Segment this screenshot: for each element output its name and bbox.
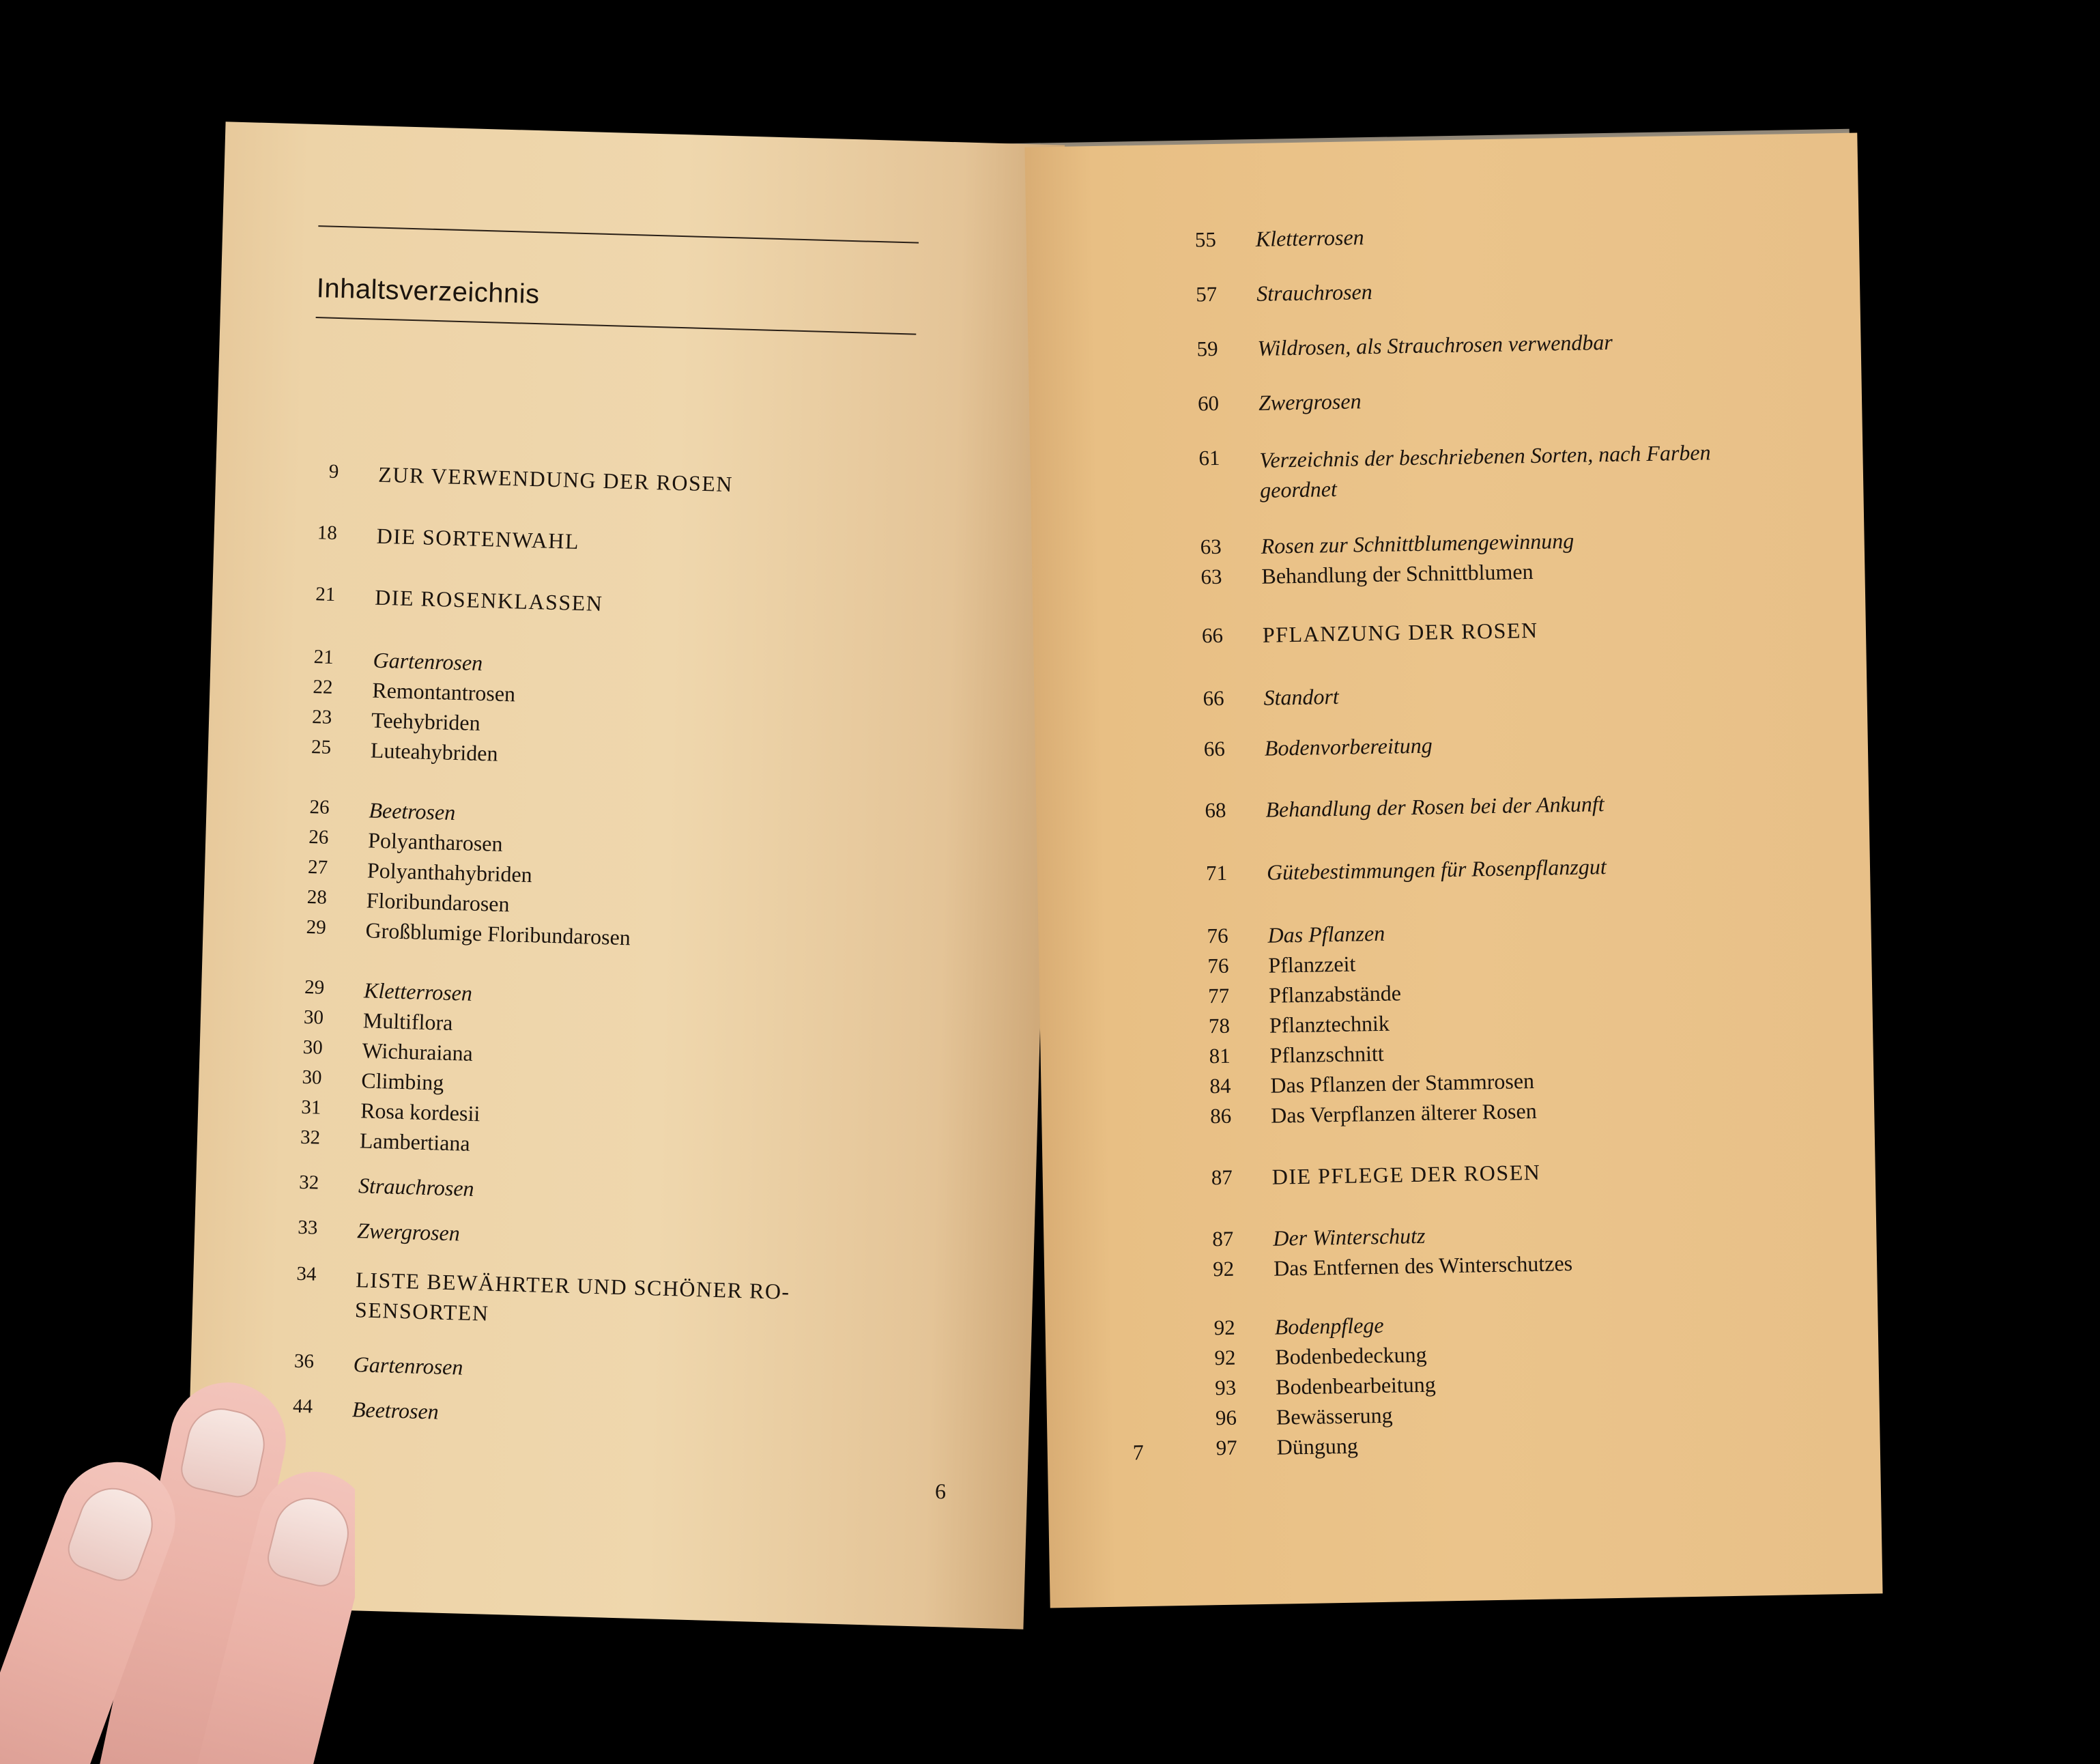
toc-page-number: 21 bbox=[313, 646, 334, 668]
toc-page-number: 30 bbox=[302, 1066, 323, 1089]
right-page bbox=[1024, 133, 1882, 1608]
toc-entry bbox=[1188, 1251, 1573, 1283]
toc-entry-text: Wildrosen, als Strauchrosen verwendbar bbox=[1257, 329, 1613, 360]
toc-entry-text: Das Pflanzen der Stammrosen bbox=[1270, 1068, 1535, 1098]
fingernail bbox=[62, 1479, 162, 1587]
toc-entry bbox=[1177, 684, 1339, 712]
toc-entry-text: Lambertiana bbox=[359, 1128, 471, 1156]
page-number-right: 7 bbox=[1132, 1440, 1145, 1465]
toc-entry-text: Multiflora bbox=[362, 1008, 453, 1036]
toc-page-number: 77 bbox=[1207, 983, 1230, 1008]
toc-page-number: 76 bbox=[1207, 923, 1228, 948]
toc-page-number: 86 bbox=[1209, 1103, 1232, 1128]
toc-page-number: 26 bbox=[308, 826, 329, 849]
toc-entry-text: Das Entfernen des Winterschutzes bbox=[1273, 1251, 1573, 1281]
toc-entry-text: Teehybriden bbox=[371, 707, 481, 736]
toc-entry-text: Standort bbox=[1263, 683, 1340, 710]
toc-entry-text: Gütebestimmungen für Rosenpflanzgut bbox=[1266, 854, 1607, 885]
toc-entry bbox=[291, 915, 631, 950]
toc-page-number: 29 bbox=[306, 916, 327, 939]
toc-page-number: 18 bbox=[317, 522, 338, 545]
toc-entry-text: Rosa kordesii bbox=[360, 1098, 480, 1126]
toc-entry bbox=[297, 736, 499, 767]
toc-entry-text: DIE SORTENWAHL bbox=[376, 523, 580, 554]
toc-entry bbox=[1181, 921, 1385, 950]
toc-entry bbox=[1183, 1041, 1384, 1070]
toc-entry-text: Zwergrosen bbox=[1258, 388, 1362, 415]
toc-entry bbox=[1188, 1313, 1384, 1341]
toc-page-number: 33 bbox=[297, 1216, 318, 1239]
hand bbox=[0, 1365, 355, 1764]
toc-entry bbox=[295, 795, 456, 825]
toc-entry-text: Pflanzschnitt bbox=[1269, 1040, 1385, 1068]
toc-page-number: 44 bbox=[292, 1395, 313, 1418]
toc-page-number: 34 bbox=[296, 1262, 317, 1285]
toc-entry bbox=[292, 885, 510, 917]
toc-entry bbox=[283, 1216, 460, 1246]
toc-page-number: 87 bbox=[1211, 1165, 1233, 1190]
toc-entry-text: Bodenbearbeitung bbox=[1275, 1371, 1437, 1399]
toc-entry bbox=[1170, 279, 1372, 308]
toc-entry bbox=[1187, 1223, 1426, 1253]
toc-entry-text: Pflanzabstände bbox=[1268, 980, 1402, 1008]
toc-entry-text: PFLANZUNG DER ROSEN bbox=[1262, 617, 1538, 647]
toc-page-number: 84 bbox=[1209, 1073, 1231, 1098]
toc-entry-text: Gartenrosen bbox=[353, 1352, 463, 1380]
toc-entry-text: Pflanztechnik bbox=[1269, 1010, 1390, 1038]
toc-page-number: 30 bbox=[303, 1006, 324, 1029]
toc-entry bbox=[293, 855, 533, 887]
toc-entry-text: Düngung bbox=[1276, 1433, 1359, 1460]
toc-entry-text: Kletterrosen bbox=[363, 978, 473, 1006]
toc-page-number: 32 bbox=[298, 1171, 319, 1194]
toc-entry-text: DIE PFLEGE DER ROSEN bbox=[1271, 1159, 1541, 1189]
toc-page-number: 63 bbox=[1200, 564, 1222, 589]
toc-entry-text: Luteahybriden bbox=[370, 737, 499, 766]
toc-page-number: 71 bbox=[1205, 860, 1228, 885]
toc-entry bbox=[287, 1096, 480, 1126]
toc-entry bbox=[286, 1126, 471, 1156]
toc-entry bbox=[1185, 1160, 1540, 1191]
toc-entry-text: Wichuraiana bbox=[362, 1038, 474, 1066]
toc-page-number: 92 bbox=[1212, 1256, 1235, 1281]
toc-entry-text: Strauchrosen bbox=[358, 1173, 475, 1201]
fingernail bbox=[263, 1490, 355, 1591]
toc-entry-text: Großblumige Floribundarosen bbox=[365, 917, 631, 950]
toc-entry bbox=[1190, 1372, 1436, 1402]
toc-page-number: 57 bbox=[1195, 281, 1218, 307]
toc-page-number: 21 bbox=[315, 583, 336, 606]
toc-entry bbox=[289, 1006, 452, 1036]
toc-page-number: 66 bbox=[1203, 685, 1224, 711]
toc-entry-text: Beetrosen bbox=[351, 1397, 440, 1424]
toc-entry bbox=[304, 460, 734, 498]
toc-entry-text: Verzeichnis der beschriebenen Sorten, nach Farben geordnet bbox=[1259, 440, 1711, 502]
toc-page-number: 78 bbox=[1208, 1013, 1231, 1038]
toc-entry bbox=[1185, 1098, 1537, 1130]
toc-page-number: 26 bbox=[309, 796, 330, 819]
toc-entry-text: Gartenrosen bbox=[373, 647, 483, 676]
toc-entry bbox=[298, 676, 516, 707]
toc-entry-text: Remontantrosen bbox=[371, 677, 516, 707]
toc-page-number: 92 bbox=[1214, 1345, 1236, 1370]
toc-entry bbox=[294, 825, 503, 857]
toc-entry-text: Bodenbedeckung bbox=[1275, 1341, 1427, 1369]
toc-entry bbox=[1175, 528, 1574, 560]
toc-entry-text: Floribundarosen bbox=[366, 887, 510, 917]
toc-entry bbox=[1177, 618, 1538, 649]
toc-page-number: 66 bbox=[1201, 623, 1224, 648]
toc-entry bbox=[1182, 952, 1356, 980]
toc-page-number: 61 bbox=[1198, 445, 1220, 470]
toc-entry-text: DIE ROSENKLASSEN bbox=[374, 584, 603, 616]
toc-page-number: 22 bbox=[313, 676, 333, 698]
toc-entry bbox=[1183, 1011, 1390, 1040]
toc-entry-text: Bodenvorbereitung bbox=[1264, 732, 1433, 760]
toc-page-number: 23 bbox=[311, 706, 332, 728]
toc-entry bbox=[1175, 559, 1534, 591]
toc-page-number: 60 bbox=[1197, 390, 1220, 416]
toc-page-number: 68 bbox=[1205, 797, 1226, 823]
toc-entry-text: Polyanthahybriden bbox=[366, 857, 533, 887]
toc-entry-text: LISTE BEWÄHRTER UND SCHÖNER RO- SENSORTEN bbox=[354, 1267, 791, 1326]
toc-entry-text: Das Verpflanzen älterer Rosen bbox=[1270, 1098, 1537, 1128]
toc-entry bbox=[1173, 388, 1362, 417]
toc-page-number: 59 bbox=[1196, 336, 1218, 361]
toc-page-number: 76 bbox=[1207, 953, 1229, 978]
toc-entry-text: Beetrosen bbox=[369, 797, 456, 825]
toc-entry-text: Bewässerung bbox=[1276, 1402, 1393, 1429]
toc-page-number: 66 bbox=[1203, 736, 1226, 761]
toc-page-number: 25 bbox=[311, 736, 332, 758]
toc-entry-text: Strauchrosen bbox=[1256, 279, 1372, 306]
toc-entry bbox=[1183, 980, 1401, 1010]
toc-entry-text: Polyantharosen bbox=[367, 827, 504, 856]
fingernail bbox=[177, 1402, 271, 1501]
toc-entry bbox=[1181, 854, 1607, 887]
toc-page-number: 96 bbox=[1215, 1405, 1237, 1430]
toc-page-number: 93 bbox=[1214, 1375, 1237, 1400]
toc-entry-text: Climbing bbox=[360, 1068, 444, 1095]
toc-entry-text: ZUR VERWENDUNG DER ROSEN bbox=[377, 461, 734, 497]
toc-entry bbox=[281, 1262, 861, 1339]
toc-entry bbox=[1170, 225, 1364, 253]
page-number-left: 6 bbox=[934, 1479, 947, 1504]
toc-entry-text: Zwergrosen bbox=[356, 1218, 461, 1246]
toc-page-number: 92 bbox=[1213, 1315, 1235, 1340]
toc-entry-text: Behandlung der Schnittblumen bbox=[1261, 558, 1534, 588]
toc-entry bbox=[1173, 436, 1765, 507]
toc-entry-text: Bodenpflege bbox=[1274, 1312, 1384, 1339]
toc-entry-text: Pflanzzeit bbox=[1268, 951, 1356, 978]
title-rule-top bbox=[318, 225, 919, 244]
toc-entry bbox=[290, 976, 473, 1006]
title-rule-bottom bbox=[316, 317, 917, 335]
toc-entry bbox=[298, 706, 480, 736]
toc-page-number: 81 bbox=[1209, 1043, 1231, 1068]
toc-page-number: 31 bbox=[300, 1096, 321, 1119]
toc-entry bbox=[287, 1066, 444, 1095]
toc-entry bbox=[1189, 1342, 1427, 1371]
toc-page-number: 30 bbox=[302, 1036, 323, 1059]
toc-entry bbox=[285, 1171, 474, 1201]
toc-entry-text: Rosen zur Schnittblumengewinnung bbox=[1261, 528, 1574, 558]
toc-page-number: 36 bbox=[293, 1350, 315, 1373]
toc-page-number: 87 bbox=[1212, 1226, 1234, 1251]
toc-entry bbox=[1179, 733, 1433, 763]
toc-entry-text: Der Winterschutz bbox=[1273, 1223, 1426, 1251]
toc-entry-text: Behandlung der Rosen bei der Ankunft bbox=[1265, 791, 1605, 822]
toc-page-number: 27 bbox=[307, 856, 328, 879]
toc-entry-text: Das Pflanzen bbox=[1267, 920, 1385, 948]
toc-entry bbox=[1171, 330, 1613, 362]
toc-title: Inhaltsverzeichnis bbox=[316, 273, 541, 310]
toc-entry bbox=[1184, 1068, 1534, 1100]
toc-entry bbox=[301, 583, 603, 616]
toc-page-number: 32 bbox=[300, 1126, 321, 1149]
toc-page-number: 9 bbox=[328, 460, 339, 483]
toc-entry-text: Kletterrosen bbox=[1255, 225, 1364, 251]
toc-page-number: 28 bbox=[306, 886, 328, 909]
toc-entry bbox=[288, 1036, 473, 1066]
toc-entry bbox=[299, 646, 483, 676]
toc-page-number: 97 bbox=[1216, 1435, 1238, 1460]
toc-entry bbox=[302, 522, 579, 554]
toc-entry bbox=[1190, 1403, 1393, 1432]
toc-page-number: 63 bbox=[1200, 534, 1222, 559]
toc-page-number: 55 bbox=[1194, 227, 1217, 252]
toc-entry bbox=[1179, 791, 1605, 824]
toc-page-number: 29 bbox=[304, 976, 325, 999]
toc-entry bbox=[1190, 1434, 1358, 1462]
